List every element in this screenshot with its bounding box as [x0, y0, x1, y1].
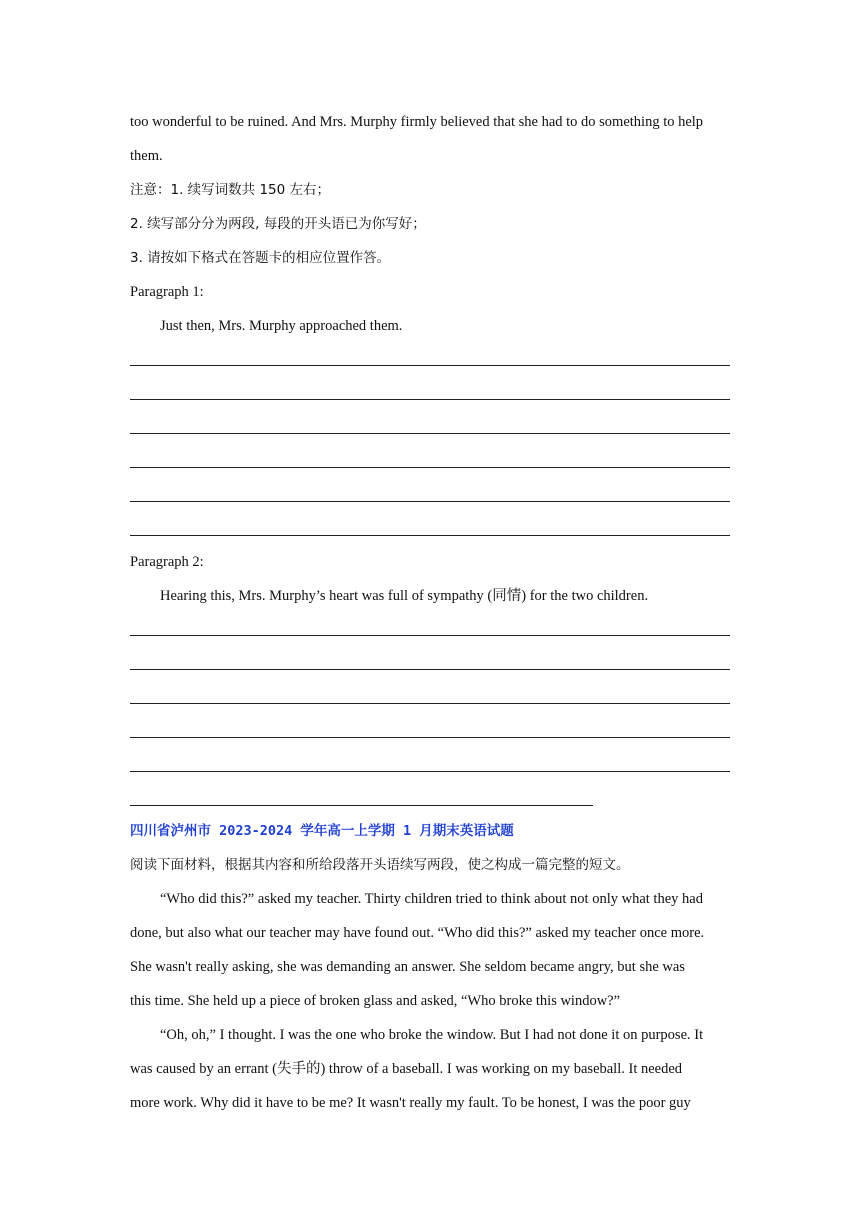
answer-line[interactable] [130, 433, 730, 434]
note-line: 3. 请按如下格式在答题卡的相应位置作答。 [130, 250, 391, 266]
answer-line[interactable] [130, 635, 730, 636]
paragraph2-opening: Hearing this, Mrs. Murphy’s heart was full of sympathy (同情) for the two children. [160, 588, 649, 604]
story-line: She wasn't really asking, she was demanding an answer. She seldom became angry, but she was [130, 959, 685, 975]
exam-title: 四川省泸州市 2023-2024 学年高一上学期 1 月期末英语试题 [130, 823, 514, 839]
story-line: this time. She held up a piece of broken glass and asked, “Who broke this window?” [130, 993, 621, 1009]
passage-line: them. [130, 148, 163, 164]
story-line: “Oh, oh,” I thought. I was the one who broke the window. But I had not done it on purpose. It [160, 1027, 704, 1043]
answer-line[interactable] [130, 669, 730, 670]
answer-line[interactable] [130, 501, 730, 502]
answer-line[interactable] [130, 467, 730, 468]
answer-line[interactable] [130, 535, 730, 536]
exam-instruction: 阅读下面材料，根据其内容和所给段落开头语续写两段，使之构成一篇完整的短文。 [130, 857, 630, 873]
answer-line[interactable] [130, 737, 730, 738]
story-line: done, but also what our teacher may have found out. “Who did this?” asked my teacher once more. [130, 925, 705, 941]
answer-line[interactable] [130, 365, 730, 366]
story-line: more work. Why did it have to be me? It wasn't really my fault. To be honest, I was the poor guy [130, 1095, 691, 1111]
passage-line: too wonderful to be ruined. And Mrs. Murphy firmly believed that she had to do something to help [130, 114, 704, 130]
story-line: was caused by an errant (失手的) throw of a baseball. I was working on my baseball. It needed [130, 1061, 683, 1077]
story-line: “Who did this?” asked my teacher. Thirty children tried to think about not only what they had [160, 891, 703, 907]
paragraph1-opening: Just then, Mrs. Murphy approached them. [160, 318, 403, 334]
note-line: 注意：1. 续写词数共 150 左右； [130, 182, 331, 198]
answer-line[interactable] [130, 771, 730, 772]
paragraph1-label: Paragraph 1: [130, 284, 204, 300]
answer-line[interactable] [130, 703, 730, 704]
answer-line[interactable] [130, 399, 730, 400]
note-line: 2. 续写部分分为两段, 每段的开头语已为你写好； [130, 216, 426, 232]
answer-line-short[interactable] [130, 805, 593, 806]
paragraph2-label: Paragraph 2: [130, 554, 204, 570]
